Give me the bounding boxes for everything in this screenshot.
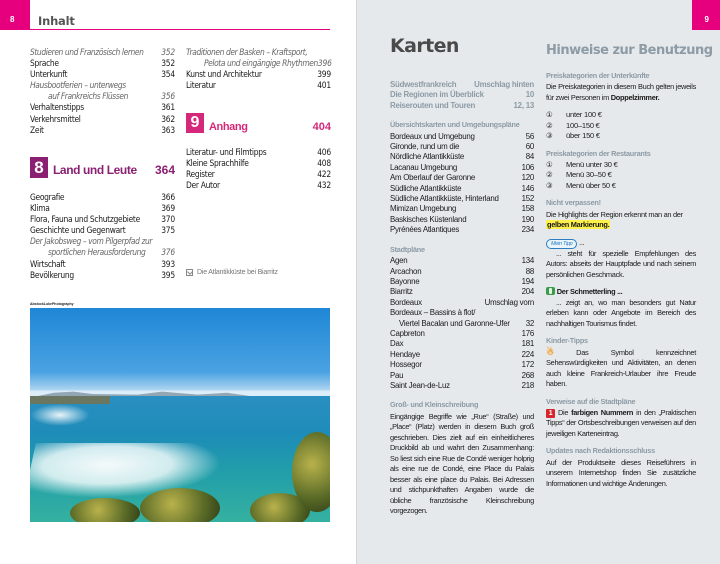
map-list-entry[interactable] [390,194,534,204]
kids-text: ☃ Das Symbol kennzeichnet Sehenswürdigkeiten und Aktivitäten, an denen auch kleine Frankreich-Urlauber ihre Freude haben. [546,346,696,389]
map-list-entry[interactable] [390,204,534,214]
price-symbol-icon: ② [546,120,553,130]
map-list-entry[interactable] [390,298,534,308]
toc-entry-title: Register [186,169,215,180]
map-title: Dax [390,339,404,349]
page-number-tab-right [692,0,720,30]
page-number-tab-left [0,0,30,30]
chapter-9-heading[interactable] [186,113,331,133]
toc-entry-title: Der Jakobsweg – vom Pilgerpfad zur [30,236,153,247]
map-title: Arcachon [390,266,422,276]
toc-entry[interactable] [186,147,331,158]
map-page: 56 [525,131,534,141]
map-list-entry[interactable] [390,371,534,381]
toc-entry-title: Kunst und Architektur [186,69,262,80]
toc-entry-title: Verhaltenstipps [30,102,84,113]
toc-entry[interactable] [30,225,175,236]
toc-entry[interactable] [186,58,331,69]
price-symbol-icon: ① [546,160,553,170]
map-list-entry[interactable] [390,142,534,152]
toc-entry-page: 362 [161,113,175,124]
hinweise-title: Hinweise zur Benutzung [546,43,713,58]
map-title: Hendaye [390,349,420,359]
map-list-entry[interactable] [390,287,534,297]
price-symbol-icon: ③ [546,131,553,141]
toc-entry[interactable] [30,80,175,91]
toc-entry-page: 363 [161,124,175,135]
chapter-8-list [30,192,175,281]
toc-entry-title: Geografie [30,192,65,202]
map-list-entry[interactable] [390,256,534,266]
toc-entry-page: 352 [161,47,175,57]
toc-entry-title: Pelota und eingängige Rhythmen [204,58,318,69]
restaurant-price-list [546,160,696,191]
photo-caption [186,269,278,276]
map-list-entry[interactable] [390,163,534,173]
toc-entry-title: Hausbootferien – unterwegs [30,80,126,91]
toc-entry[interactable] [30,91,175,102]
toc-entry-title: Sprache [30,58,59,69]
chapter-page: 404 [312,121,331,133]
toc-entry-page: 376 [161,247,175,258]
toc-entry-page: 361 [161,102,175,113]
toc-entry-title: Bevölkerung [30,269,74,280]
map-list-entry[interactable] [390,215,534,225]
price-symbol-icon: ② [546,170,553,180]
section-heading: Nicht verpassen! [546,198,601,208]
map-page: 146 [521,183,534,193]
map-title: Baskisches Küstenland [390,214,467,224]
highlights-text: Die Highlights der Region erkennt man an der gelben Markierung. [546,209,683,230]
section-heading: Preiskategorien der Restaurants [546,148,651,158]
header-title: Inhalt [38,14,75,28]
map-list-entry[interactable] [390,329,534,339]
toc-entry-page: 401 [317,80,331,91]
map-page: 152 [521,194,534,204]
map-list-entry[interactable] [390,80,534,90]
map-list-entry[interactable] [390,225,534,235]
map-title: Bordeaux – Bassins à flot/ [390,308,476,318]
map-page: 172 [521,360,534,370]
price-category [546,131,696,141]
toc-entry-page: 399 [317,69,331,80]
section-heading: Stadtpläne [390,244,425,254]
map-page: 10 [525,90,534,100]
map-page: 32 [525,318,534,328]
toc-entry-page: 370 [161,214,175,225]
toc-entry-title: Literatur- und Filmtipps [186,147,267,157]
map-list [390,132,534,236]
toc-entry[interactable] [186,80,331,91]
price-symbol-icon: ③ [546,180,553,190]
toc-column-1 [30,47,175,136]
chapter-8-heading[interactable] [30,157,175,178]
toc-entry[interactable] [30,58,175,69]
toc-entry[interactable] [30,69,175,80]
toc-entry-title: Unterkunft [30,69,68,80]
section-heading: Updates nach Redaktionsschluss [546,446,655,456]
header-rule [30,29,330,30]
toc-entry[interactable] [30,114,175,125]
map-title: Capbreton [390,328,425,338]
map-list-entry[interactable] [390,360,534,370]
map-list-entry[interactable] [390,184,534,194]
mein-tipp-line: Mein Tipp ... [546,238,696,249]
toc-entry[interactable] [30,203,175,214]
map-list-entry[interactable] [390,267,534,277]
map-page: 234 [521,225,534,235]
map-page: 218 [521,380,534,390]
updates-text: Auf der Produktseite dieses Reiseführers in unserem Internetshop finden Sie zusätzliche Informationen und wichtige Änderungen. [546,457,696,488]
toc-entry-title: Klima [30,203,50,214]
chapter-9-list [186,147,331,191]
map-page: 12, 13 [513,100,534,110]
map-page: 190 [521,214,534,224]
toc-entry[interactable] [30,102,175,113]
map-page: 120 [521,173,534,183]
toc-entry-page: 406 [317,147,331,157]
butterfly-icon [546,287,555,295]
map-page: 106 [521,162,534,172]
chapter-number-badge: 9 [186,113,204,133]
map-page: 204 [521,287,534,297]
toc-entry[interactable] [30,259,175,270]
mein-tipp-text: ... steht für spezielle Empfehlungen des Autors: abseits der Hauptpfade und nach seinem persönlichen Geschmack. [546,248,696,279]
toc-entry-page: 408 [317,158,331,169]
map-page: 84 [525,152,534,162]
toc-entry[interactable] [186,47,331,58]
coast-photo [30,308,330,522]
map-title: Gironde, rund um die [390,142,460,152]
map-list-entry[interactable] [390,152,534,162]
price-label: unter 100 € [566,110,602,120]
butterfly-text: ... zeigt an, wo man besonders gut Natur erleben kann oder Angebote im Bereich des nachhaltigen Tourismus findet. [546,297,696,328]
toc-entry-title: Flora, Fauna und Schutzgebiete [30,214,140,225]
toc-entry-title: auf Frankreichs Flüssen [48,91,128,102]
price-category [546,110,696,120]
toc-entry[interactable] [30,247,175,258]
toc-column-2 [186,47,331,91]
toc-entry[interactable] [30,47,175,58]
toc-entry-title: Traditionen der Basken – Kraftsport, [186,47,308,57]
map-page: 224 [521,349,534,359]
map-title: Agen [390,256,408,266]
map-title: Südliche Atlantikküste [390,183,462,193]
caption-arrow-icon [186,269,193,276]
map-title: Hossegor [390,360,422,370]
chapter-number-badge: 8 [30,157,48,178]
map-title: Bordeaux [390,297,422,307]
section-heading: Verweise auf die Stadtpläne [546,396,636,406]
toc-entry-page: 354 [161,69,175,80]
toc-entry-title: sportlichen Herausforderung [48,247,146,258]
page-number-right: 9 [704,15,709,24]
toc-entry-page: 393 [161,258,175,269]
map-title: Die Regionen im Überblick [390,90,484,100]
toc-entry-title: Kleine Sprachhilfe [186,158,249,169]
map-overview-list [390,80,534,111]
number-marker-icon: 1 [546,409,555,418]
price-label: Menü 30–50 € [566,170,612,180]
map-page: Umschlag hinten [474,80,534,89]
map-page: 60 [525,142,534,152]
toc-entry[interactable] [30,125,175,136]
section-heading: Groß- und Kleinschreibung [390,400,479,410]
page-number-left: 8 [10,15,15,24]
section-heading: Kinder-Tipps [546,336,588,346]
section-heading: Übersichtskarten und Umgebungspläne [390,120,520,130]
map-title: Pyrénées Atlantiques [390,225,460,235]
hinweise-column [546,71,696,489]
toc-entry[interactable] [30,192,175,203]
map-page: 181 [521,339,534,349]
toc-entry-title: Geschichte und Gegenwart [30,225,126,236]
toc-entry-title: Wirtschaft [30,258,66,269]
toc-entry[interactable] [186,158,331,169]
toc-entry-title: Zeit [30,124,44,135]
price-symbol-icon: ① [546,110,553,120]
accommodation-price-list [546,110,696,141]
map-title: Südliche Atlantikküste, Hinterland [390,194,499,204]
map-page: 268 [521,370,534,380]
map-page: Umschlag vorn [484,297,534,307]
map-title: Saint Jean-de-Luz [390,380,450,390]
toc-entry-page: 396 [317,58,332,69]
map-list-entry[interactable] [390,90,534,100]
price-category [546,170,696,180]
caption-text: Die Atlantikküste bei Biarritz [197,269,278,276]
mein-tipp-badge-icon: Mein Tipp [546,239,577,249]
child-icon: ☃ [546,346,554,357]
map-reference-text: 1 Die farbigen Nummern in den „Praktischen Tipps“ der Ortsbeschreibungen verweisen auf den jeweiligen Karteneintrag. [546,407,696,438]
toc-entry[interactable] [186,180,331,191]
price-label: über 150 € [566,131,600,141]
toc-entry[interactable] [186,169,331,180]
map-title: Mimizan Umgebung [390,204,457,214]
city-map-list [390,256,534,391]
toc-entry[interactable] [30,236,175,247]
map-page: 194 [521,276,534,286]
karten-column [390,80,534,517]
map-list-entry[interactable] [390,381,534,391]
price-category [546,121,696,131]
price-label: Menü über 50 € [566,180,616,190]
toc-entry[interactable] [186,69,331,80]
map-title: Nördliche Atlantikküste [390,152,465,162]
price-category [546,160,696,170]
map-list-entry[interactable] [390,339,534,349]
butterfly-line: Der Schmetterling ... [546,287,696,298]
toc-entry-page: 352 [161,58,175,69]
chapter-title: Anhang [209,121,248,133]
toc-entry-title: Verkehrsmittel [30,113,81,124]
toc-entry-page: 366 [161,192,175,202]
map-page: 134 [521,256,534,266]
chapter-title: Land und Leute [53,163,137,177]
section-heading: Preiskategorien der Unterkünfte [546,71,650,80]
map-list-entry[interactable] [390,132,534,142]
highlight-marker: gelben Markierung. [547,220,610,230]
map-title: Südwestfrankreich [390,80,457,89]
map-page: 176 [521,328,534,338]
toc-entry-page: 432 [317,180,331,191]
map-list-entry[interactable] [390,319,534,329]
toc-entry-page: 356 [161,91,175,102]
map-title: Bayonne [390,276,420,286]
toc-entry-title: Studieren und Französisch lernen [30,47,144,57]
map-list-entry[interactable] [390,277,534,287]
map-title: Am Oberlauf der Garonne [390,173,476,183]
map-list-entry[interactable] [390,350,534,360]
toc-entry-page: 395 [161,269,175,280]
capitalization-text: Eingängige Begriffe wie „Rue“ (Straße) und „Place“ (Platz) werden in diesem Buch groß geschrieben. Dies zielt auf ein einheitlicheres Druckbild ab und wahrt den Zusammenhang: So liest sich eine Rue de Condé weniger holprig als eine rue de Condé, eine Place du Palais besser als eine place du Palais. Bei Adressen und stichpunkthaften Angaben wurde die übliche französische Kleinschreibung vorgezogen. [390,411,534,516]
map-title: Biarritz [390,287,413,297]
toc-entry-title: Literatur [186,80,216,91]
left-page [0,0,356,564]
map-list-entry[interactable] [390,101,534,111]
price-label: Menü unter 30 € [566,160,618,170]
toc-entry-page: 369 [161,203,175,214]
chapter-page: 364 [154,163,175,177]
map-title: Reiserouten und Touren [390,100,476,110]
map-page: 158 [521,204,534,214]
toc-entry[interactable] [30,214,175,225]
map-title: Lacanau Umgebung [390,162,458,172]
map-list-entry[interactable] [390,308,534,318]
map-page: 88 [525,266,534,276]
karten-title: Karten [390,35,459,57]
photo-credit: AbstockLukePhotography [30,302,74,306]
map-title: Bordeaux und Umgebung [390,131,475,141]
toc-entry-page: 375 [161,225,175,236]
price-category [546,181,696,191]
toc-entry[interactable] [30,270,175,281]
price-label: 100–150 € [566,120,600,130]
map-list-entry[interactable] [390,173,534,183]
map-title: Viertel Bacalan und Garonne-Ufer [399,318,510,328]
toc-entry-title: Der Autor [186,180,220,191]
map-title: Pau [390,370,404,380]
accommodation-text: Die Preiskategorien in diesem Buch gelten jeweils für zwei Personen im Doppelzimmer. [546,82,696,102]
toc-entry-page: 422 [317,169,331,180]
